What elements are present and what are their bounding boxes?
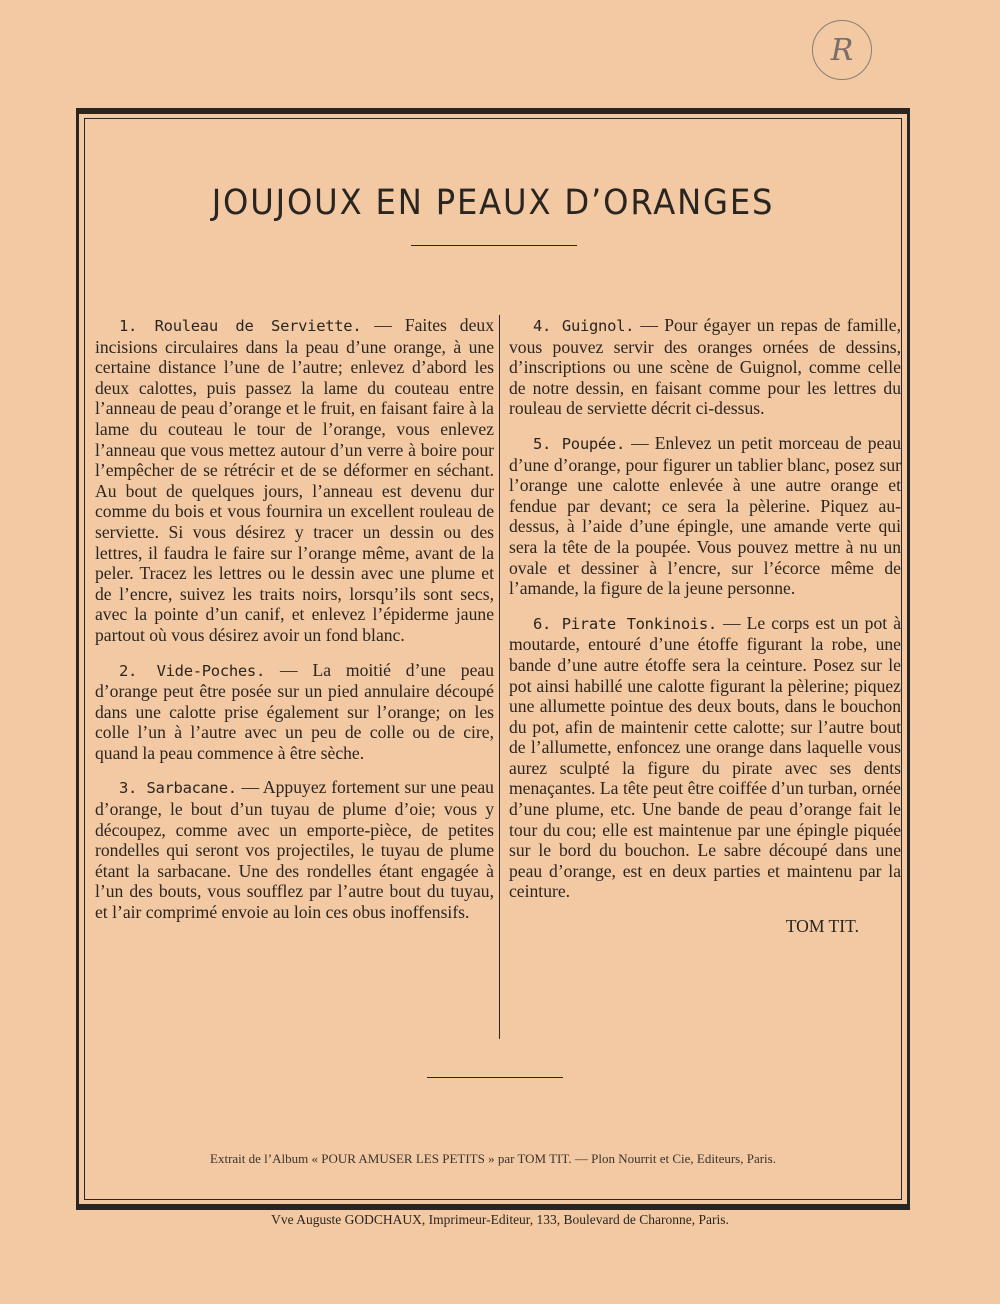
album-footer: Extrait de l’Album « POUR AMUSER LES PETITS » par TOM TIT. — Plon Nourrit et Cie, Editeurs, Paris. [210,1151,776,1166]
section-pirate [509,613,901,902]
inner-frame [84,118,902,1200]
footer-rule [427,1077,563,1078]
signature: TOM TIT. [785,916,859,937]
section-heading: 6. Pirate Tonkinois. [533,614,717,633]
right-column [509,315,901,937]
column-divider [499,315,500,1039]
printer-imprint: Vve Auguste GODCHAUX, Imprimeur-Editeur, 133, Boulevard de Charonne, Paris. [271,1212,729,1227]
section-body: — La moitié d’une peau d’orange peut être posée sur un pied annulaire découpé dans une calotte prise également sur l’orange; on les colle l’un à l’autre avec un peu de colle ou de cire, quand la peau commence à être sèche. [95,659,494,763]
section-heading: 2. Vide-Poches. [119,661,266,680]
section-sarbacane [95,777,494,922]
section-body: — Enlevez un petit morceau de peau d’une d’orange, pour figurer un tablier blanc, posez sur l’orange une calotte enlevée à une autre orange et fendue par devant; ce sera la pèlerine. Piquez au-dessus, à l’aide d’une épingle, une amande verte qui sera la tête de la poupée. Vous pouvez mettre à nu un ovale et dessiner à l’encre, sur l’écorce même de l’amande, la figure de la jeune personne. [509,432,901,599]
title-rule [411,245,577,246]
page-title: JOUJOUX EN PEAUX D’ORANGES [211,183,775,223]
section-heading: 3. Sarbacane. [119,779,237,798]
section-guignol [509,315,901,419]
section-heading: 4. Guignol. [533,317,635,335]
archive-stamp [812,20,872,80]
section-serviette [95,315,494,646]
section-poupee [509,433,901,599]
section-body: — Appuyez fortement sur une peau d’orange, le bout d’un tuyau de plume d’oie; vous y découpez, comme avec un emporte-pièce, de petites rondelles qui seront vos projectiles, le tuyau de plume étant la sarbacane. Une des rondelles étant engagée à l’un des bouts, vous soufflez par l’autre bout du tuyau, et l’air comprimé envoie au loin ces obus inoffensifs. [95,777,494,923]
section-heading: 5. Poupée. [533,434,625,453]
page-frame [76,108,910,1210]
section-heading: 1. Rouleau de Serviette. [119,317,362,335]
section-body: — Pour égayer un repas de famille, vous pouvez servir des oranges ornées de dessins, d’inscriptions ou une scène de Guignol, comme celle de notre dessin, en faisant comme pour les lettres du rouleau de serviette décrit ci-dessus. [509,315,902,419]
section-vide-poches [95,660,494,764]
section-body: — Le corps est un pot à moutarde, entouré d’une étoffe figurant la robe, une bande d’une autre étoffe sera la ceinture. Posez sur le pot ainsi habillé une calotte figurant la pèlerine; piquez une allumette pointue des deux bouts, dans le bouchon du pot, afin de maintenir cette calotte; sur l’autre bout de l’allumette, enfoncez une orange dans laquelle vous aurez sculpté la figure du pirate avec ses dents menaçantes. La tête peut être coiffée d’un turban, ornée d’une plume, etc. Une bande de peau d’orange fait le tour du cou; elle est maintenue par une épingle piquée sur le bord du bouchon. Le sabre découpé dans une peau d’orange, est en deux parties et maintenu par la ceinture. [509,612,901,902]
section-body: — Faites deux incisions circulaires dans la peau d’une orange, à une certaine distance l’une de l’autre; enlevez d’abord les deux calottes, puis passez la lame du couteau entre l’anneau de peau d’orange et le fruit, en faisant faire à la lame du couteau le tour de l’orange, vous enlevez l’anneau que vous mettez autour d’un verre à boire pour l’empêcher de se rétrécir et de se déformer en séchant. Au bout de quelques jours, l’anneau est devenu dur comme du bois et vous fournira un excellent rouleau de serviette. Si vous désirez y tracer un dessin ou des lettres, il faudra le faire sur l’orange même, avant de la peler. Tracez les lettres ou le dessin avec une plume et de l’encre, suivez les traits noirs, lorsqu’ils sont secs, avec la pointe d’un canif, et enlevez l’épiderme jaune partout où vous désirez avoir un fond blanc. [95,315,494,645]
stamp-letter: R [830,32,854,68]
left-column [95,315,494,937]
